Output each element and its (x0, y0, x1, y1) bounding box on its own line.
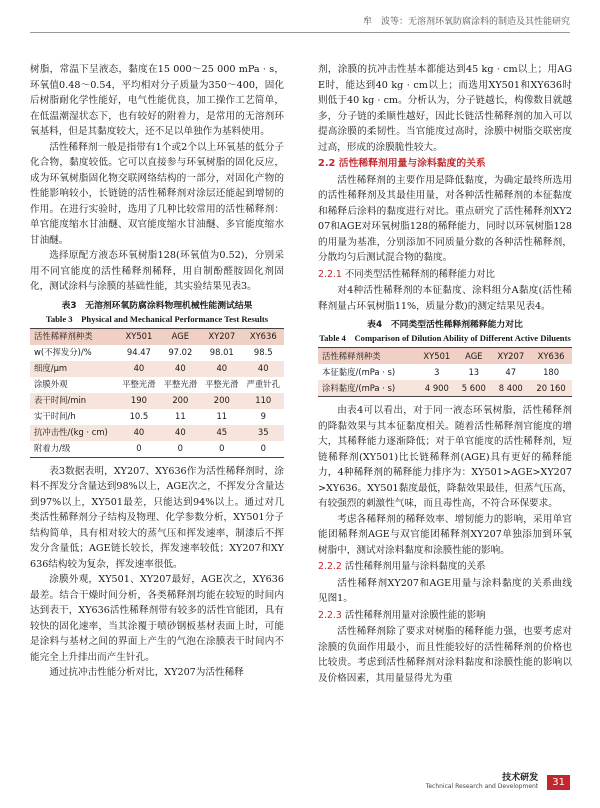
table-cell: 20 160 (530, 380, 572, 397)
table-cell: 0 (160, 441, 201, 458)
table-row (30, 425, 284, 441)
table-cell: 10.5 (129, 411, 149, 421)
table-header-row (318, 348, 572, 365)
page-footer (426, 770, 570, 790)
table-header-cell: AGE (456, 348, 491, 365)
section-title: 活性稀释剂用量与涂料黏度的关系 (338, 158, 486, 169)
table-cell: 0 (118, 441, 159, 458)
table-header-cell: XY501 (417, 348, 456, 365)
journal-name-cn: 技术研发 (502, 773, 539, 783)
table-cell: 190 (118, 393, 159, 409)
table-cell: 3 (434, 366, 440, 377)
subsection-heading (318, 608, 572, 624)
table-cell: 8 400 (491, 380, 530, 397)
table-row (318, 364, 572, 380)
table-cell: 11 (175, 411, 186, 421)
subsection-heading (318, 267, 572, 283)
paragraph: 对4种活性稀释剂的本征黏度、涂料组分A黏度(活性稀释剂量占环氧树脂11%，质量分数)的测定结果见表4。 (318, 285, 572, 312)
section-number: 2.2 (318, 158, 336, 169)
table-row (30, 441, 284, 458)
table-header-cell: AGE (160, 328, 201, 345)
subsection-heading (318, 559, 572, 575)
paragraph: 活性稀释剂一般是指带有1个或2个以上环氧基的低分子化合物，黏度较低。它可以直接参与环氧树脂的固化反应，成为环氧树脂固化物交联网络结构的一部分，对固化产物的性能影响较小，长链链的活性稀释剂对涂层还能起到增韧的作用。在进行实验时，选用了几种比较常用的活性稀释剂：单官能度缩水甘油醚、双官能度缩水甘油醚、多官能度缩水甘油醚。 (30, 141, 284, 246)
table-cell: 9 (260, 411, 266, 421)
table-cell: 0 (201, 441, 242, 458)
table-cell: 40 (118, 425, 159, 441)
table-row (30, 361, 284, 377)
table-header-cell: XY207 (201, 328, 242, 345)
table-cell: 40 (160, 425, 201, 441)
table4-caption-en: Table 4 Comparison of Dilution Ability of Different Active Diluents (319, 333, 571, 343)
right-column (318, 62, 572, 686)
table-cell: 180 (543, 366, 560, 377)
table-header-cell: XY636 (530, 348, 572, 365)
table-cell: 细度/μm (30, 361, 118, 377)
subsection-title: 不同类型活性稀释剂的稀释能力对比 (344, 268, 495, 280)
table3 (30, 328, 284, 458)
left-column (30, 62, 284, 681)
table-cell: 本征黏度/(mPa · s) (322, 366, 396, 377)
table-row (30, 409, 284, 425)
paragraph: 涂膜外观，XY501、XY207最好，AGE次之，XY636最差。结合干燥时间分析，各类稀释剂均能在较短的时间内达到表干，XY636活性稀释剂带有较多的活性官能团，具有较快的固化速率，当其涂覆于喷砂钢板基材表面上时，可能是涂料与基材之间的界面上产生的气泡在涂膜表干时间内不能完全上升排出而产生针孔。 (30, 574, 284, 663)
subsection-number: 2.2.1 (318, 268, 342, 280)
table-cell: 200 (160, 393, 201, 409)
table-cell: 47 (505, 366, 517, 377)
table-header-cell: 活性稀释剂种类 (318, 348, 417, 365)
subsection-title: 活性稀释剂用量与涂料黏度的关系 (344, 561, 486, 572)
journal-name (426, 770, 538, 790)
table-cell: 98.01 (209, 347, 234, 357)
table-cell: 涂料黏度/(mPa · s) (318, 380, 417, 397)
page-number: 31 (547, 775, 570, 790)
table-row (30, 377, 284, 393)
table-header-cell: 活性稀释剂种类 (30, 328, 118, 345)
table-cell: 110 (243, 393, 285, 409)
table-header-cell: XY636 (243, 328, 285, 345)
table-cell: 0 (243, 441, 285, 458)
subsection-title: 活性稀释剂用量对涂膜性能的影响 (344, 609, 486, 621)
table-cell: 40 (160, 361, 201, 377)
table-cell: 5 600 (456, 380, 491, 397)
table-row (318, 380, 572, 397)
table-cell: 平整光滑 (122, 379, 156, 389)
table-cell: 200 (201, 393, 242, 409)
table-cell: 附着力/级 (30, 441, 118, 458)
table-cell: 表干时间/min (30, 393, 118, 409)
table-cell: 4 900 (417, 380, 456, 397)
table-cell: 40 (118, 361, 159, 377)
table-cell: 98.5 (253, 347, 273, 357)
table-cell: 实干时间/h (34, 411, 76, 421)
paragraph: 剂，涂膜的抗冲击性基本都能达到45 kg · cm以上；用AGE时，能达到40 kg · cm以上；而选用XY501和XY636时则低于40 kg · cm。分析认为，分子链越长，构像数目就越多，分子链的柔顺性越好，因此长链活性稀释剂的加入可以提高涂膜的柔韧性。当官能度过高时，涂膜中树脂交联密度过高，形成的涂膜脆性较大。 (318, 64, 572, 153)
header-rule (30, 32, 570, 33)
table-header-cell: XY501 (118, 328, 159, 345)
table-cell: 平整光滑 (205, 379, 239, 389)
table-header-cell: XY207 (491, 348, 530, 365)
table-row (30, 345, 284, 361)
paragraph: 通过抗冲击性能分析对比，XY207为活性稀释 (49, 667, 244, 678)
table-cell: 94.47 (126, 347, 151, 357)
table-cell: 45 (201, 425, 242, 441)
subsection-number: 2.2.3 (318, 609, 342, 621)
table-cell: 严重针孔 (246, 379, 280, 389)
table-header-row (30, 328, 284, 345)
table-cell: 13 (468, 366, 480, 377)
table3-caption-en: Table 3 Physical and Mechanical Performance Test Results (45, 313, 269, 324)
table4-caption: 表4 不同类型活性稀释剂稀释能力对比 (367, 320, 523, 330)
journal-name-en: Technical Research and Development (425, 783, 539, 790)
table-row (30, 393, 284, 409)
paragraph: 表3数据表明，XY207、XY636作为活性稀释剂时，涂料不挥发分含量达到98%以上，AGE次之，不挥发分含量达到97%以上，XY501最差，只能达到94%以上。通过对几类活性稀释剂分子结构及物理、化学参数分析，XY501分子结构简单，具有相对较大的蒸气压和挥发速率，制漆后不挥发分含量低；AGE链长较长，挥发速率较低；XY207和XY636结构较为复杂，挥发速率很低。 (30, 465, 284, 570)
table-cell: 抗冲击性/(kg · cm) (30, 425, 118, 441)
paragraph: 选择原配方液态环氧树脂128(环氧值为0.52)，分别采用不同官能度的活性稀释剂稀释，用自制酚醛胺固化剂固化，测试涂料与涂膜的基础性能，其实验结果见表3。 (30, 250, 284, 292)
running-header: 牟 波等：无溶剂环氧防腐涂料的制造及其性能研究 (362, 17, 570, 27)
table-cell: 40 (243, 361, 285, 377)
table3-caption: 表3 无溶剂环氧防腐涂料物理机械性能测试结果 (61, 300, 253, 311)
table-cell: 11 (216, 411, 228, 421)
table4 (318, 347, 572, 397)
table-cell: 平整光滑 (163, 379, 198, 389)
table-cell: 40 (201, 361, 242, 377)
table-cell: 35 (243, 425, 285, 441)
subsection-number: 2.2.2 (318, 561, 342, 572)
section-heading (318, 156, 572, 172)
paragraph: 活性稀释剂除了要求对树脂的稀释能力强，也要考虑对涂膜的负面作用最小，而且性能较好的活性稀释剂的价格也比较贵。考虑到活性稀释剂对涂料黏度和涂膜性能的影响以及价格因素，其用量显得尤为重 (318, 626, 572, 684)
table-cell: 97.02 (168, 347, 193, 357)
paragraph: 活性稀释剂的主要作用是降低黏度，为确定最终所选用的活性稀释剂及其最佳用量，对各种活性稀释剂的本征黏度和稀释后涂料的黏度进行对比。重点研究了活性稀释剂XY207和AGE对环氧树脂128的稀释能力，同时以环氧树脂128的用量为基准，分别添加不同质量分数的各种活性稀释剂，分散均匀后测试混合物的黏度。 (318, 174, 572, 263)
paragraph: 树脂，常温下呈液态，黏度在15 000～25 000 mPa · s，环氧值0.48～0.54，平均相对分子质量为350～400，固化后树脂耐化学性能好，电气性能优良，加工操作工艺简单，在低温潮湿状态下，也有较好的附着力，是常用的无溶剂环氧基料，但是其黏度较大，还不足以单独作为基料使用。 (30, 64, 284, 137)
table-cell: 涂膜外观 (34, 379, 68, 389)
paragraph: 活性稀释剂XY207和AGE用量与涂料黏度的关系曲线见图1。 (318, 577, 572, 604)
paragraph: 由表4可以看出，对于同一液态环氧树脂，活性稀释剂的降黏效果与其本征黏度相关。随着活性稀释剂官能度的增大，其稀释能力逐渐降低；对于单官能度的活性稀释剂，短链稀释剂(XY501)比长链稀释剂(AGE)具有更好的稀释能力，4种稀释剂的稀释能力排序为：XY501>AGE>XY207>XY636。XY501黏度最低，降黏效果最佳，但蒸气压高，有较强烈的刺激性气味，而且毒性高，不符合环保要求。 (318, 405, 572, 509)
table-cell: w(不挥发分)/% (34, 347, 92, 357)
paragraph: 考虑各稀释剂的稀释效率、增韧能力的影响，采用单官能团稀释剂AGE与双官能团稀释剂XY207单独添加到环氧树脂中，测试对涂料黏度和涂膜性能的影响。 (318, 513, 572, 556)
